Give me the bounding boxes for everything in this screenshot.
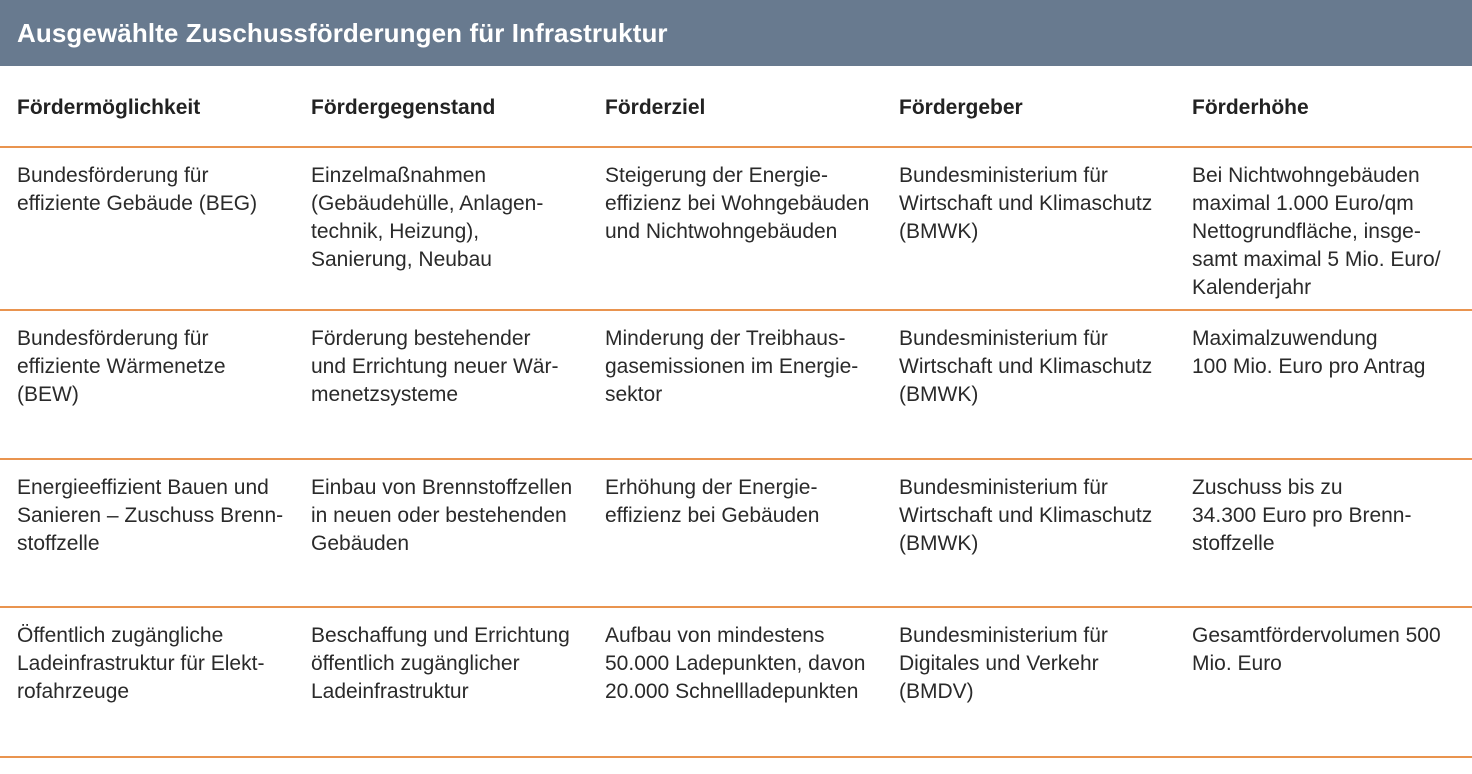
table-cell: Bundesministerium für Wirtschaft und Klimaschutz (BMWK) (899, 327, 1153, 406)
table-cell: Minderung der Treibhaus- gasemissionen im Energie- sektor (605, 327, 859, 406)
table-header (0, 66, 1472, 148)
table-cell: Einbau von Brennstoffzellen in neuen oder bestehenden Gebäuden (311, 476, 573, 555)
table-cell: Bundesministerium für Digitales und Verkehr (BMDV) (899, 624, 1108, 703)
funding-table (0, 66, 1472, 758)
table-row (0, 311, 1472, 460)
table-cell: Aufbau von mindestens 50.000 Ladepunkten, davon 20.000 Schnellladepunkten (605, 624, 866, 703)
column-header-foerdermoeglichkeit: Fördermöglichkeit (17, 96, 201, 119)
table-cell: Bundesministerium für Wirtschaft und Klimaschutz (BMWK) (899, 476, 1153, 555)
table-cell: Energieeffizient Bauen und Sanieren – Zuschuss Brenn- stoffzelle (17, 476, 284, 555)
column-header-foerderhoehe: Förderhöhe (1192, 96, 1309, 119)
column-header-foerderziel: Förderziel (605, 96, 706, 119)
table-cell: Förderung bestehender und Errichtung neuer Wär- menetzsysteme (311, 327, 559, 406)
table-cell: Maximalzuwendung 100 Mio. Euro pro Antrag (1192, 327, 1426, 378)
table-cell: Einzelmaßnahmen (Gebäudehülle, Anlagen- technik, Heizung), Sanierung, Neubau (311, 164, 544, 271)
table-cell: Bei Nichtwohngebäuden maximal 1.000 Euro/qm Nettogrundfläche, insge- samt maximal 5 Mio. Euro/ Kalenderjahr (1192, 164, 1441, 299)
title-bar (0, 0, 1472, 66)
column-header-foerdergeber: Fördergeber (899, 96, 1023, 119)
table-cell: Zuschuss bis zu 34.300 Euro pro Brenn- stoffzelle (1192, 476, 1412, 555)
table-row (0, 148, 1472, 311)
table-cell: Steigerung der Energie- effizienz bei Wohngebäuden und Nichtwohngebäuden (605, 164, 870, 243)
table-row (0, 460, 1472, 608)
table-cell: Bundesministerium für Wirtschaft und Klimaschutz (BMWK) (899, 164, 1153, 243)
page-title: Ausgewählte Zuschussförderungen für Infrastruktur (17, 17, 668, 48)
table-cell: Gesamtfördervolumen 500 Mio. Euro (1192, 624, 1441, 675)
table-cell: Erhöhung der Energie- effizienz bei Gebäuden (605, 476, 820, 527)
table-cell: Beschaffung und Errichtung öffentlich zugänglicher Ladeinfrastruktur (311, 624, 570, 703)
column-header-foerdergegenstand: Fördergegenstand (311, 96, 496, 119)
table-cell: Bundesförderung für effiziente Wärmenetze (BEW) (17, 327, 226, 406)
table-row (0, 608, 1472, 758)
table-cell: Öffentlich zugängliche Ladeinfrastruktur für Elekt- rofahrzeuge (17, 624, 265, 703)
table-cell: Bundesförderung für effiziente Gebäude (BEG) (17, 164, 258, 215)
